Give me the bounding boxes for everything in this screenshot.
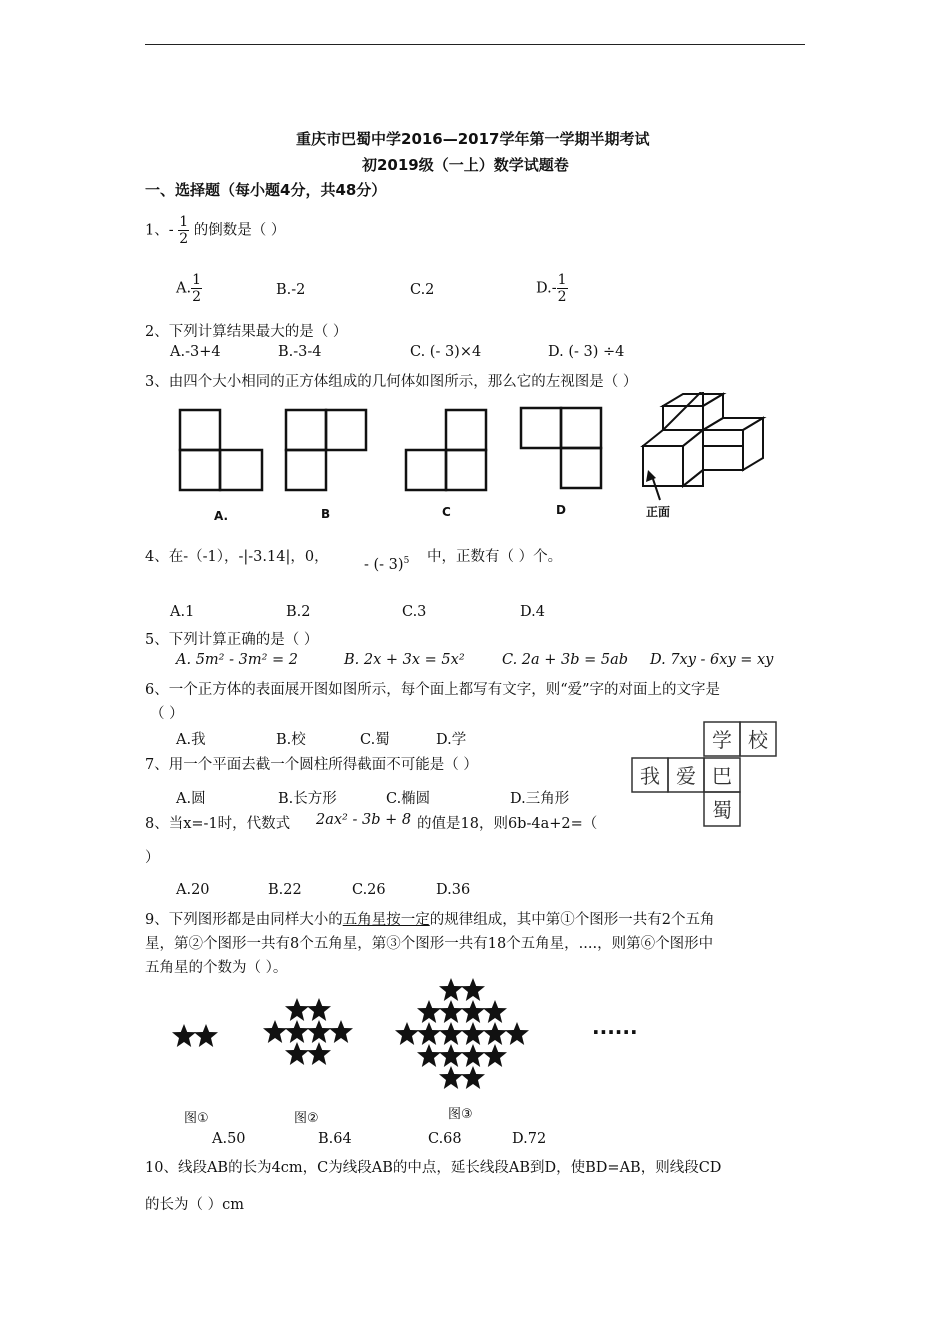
question-6-paren: （ ） (150, 706, 184, 722)
figure-2-stars (263, 998, 353, 1065)
q4-option-a: A.1 (170, 604, 195, 620)
q9-option-c: C.68 (428, 1131, 462, 1147)
fig2-star (263, 1020, 287, 1043)
question-7: 7、用一个平面去截一个圆柱所得截面不可能是（ ） (145, 757, 478, 773)
q2-option-c: C. (- 3)×4 (410, 344, 482, 360)
question-8: 8、当x=-1时，代数式 (145, 816, 291, 832)
q3-label-b: B (321, 507, 331, 521)
q4-option-b: B.2 (286, 604, 311, 620)
question-6: 6、一个正方体的表面展开图如图所示，每个面上都写有文字，则“爱”字的对面上的文字是 (145, 682, 721, 698)
net-face-ba: 巴 (712, 764, 732, 788)
fig3-star (461, 978, 485, 1001)
front-arrow-line (652, 476, 660, 500)
net-face-shu: 蜀 (712, 798, 732, 822)
fig-label-2: 图② (294, 1111, 319, 1126)
question-1 (145, 214, 285, 247)
front-arrow-head (646, 470, 656, 482)
fig2-star (285, 998, 309, 1021)
fig3-star (461, 1000, 485, 1023)
question-2: 2、下列计算结果最大的是（ ） (145, 324, 348, 340)
q3-label-d: D (556, 503, 566, 517)
q4-option-c: C.3 (402, 604, 427, 620)
fig3-star (395, 1022, 419, 1045)
q3-cube-figure (643, 392, 763, 486)
q7-option-a: A.圆 (176, 791, 206, 807)
fig3-star (439, 978, 463, 1001)
fig2-star (307, 1042, 331, 1065)
fig-label-3: 图③ (448, 1107, 473, 1122)
q1-option-b: B.-2 (276, 282, 306, 298)
q8-text-2: 的值是18，则6b-4a+2=（ (417, 816, 598, 832)
fig-label-1: 图① (184, 1111, 209, 1126)
fig3-star (439, 1066, 463, 1089)
continuation-dots: ...... (592, 1015, 638, 1039)
fig3-star (417, 1044, 441, 1067)
question-10-line1: 10、线段AB的长为4cm，C为线段AB的中点，延长线段AB到D，使BD=AB，则线段CD (145, 1160, 722, 1176)
question-5: 5、下列计算正确的是（ ） (145, 632, 319, 648)
q1-option-c: C.2 (410, 282, 435, 298)
fig3-star (417, 1022, 441, 1045)
fig3-star (439, 1000, 463, 1023)
question-9-line3: 五角星的个数为（ ）。 (145, 960, 288, 976)
q3-view-c (406, 410, 486, 490)
q5-option-a: A. 5m² - 3m² = 2 (176, 652, 298, 668)
q3-figure (168, 392, 768, 526)
q9-option-d: D.72 (512, 1131, 547, 1147)
q2-option-d: D. (- 3) ÷4 (548, 344, 625, 360)
q2-option-a: A.-3+4 (170, 344, 221, 360)
q6-option-a: A.我 (176, 732, 206, 748)
q5-option-b: B. 2x + 3x = 5x² (344, 652, 465, 668)
q7-option-c: C.椭圆 (386, 791, 431, 807)
fig3-star (483, 1000, 507, 1023)
q2-option-b: B.-3-4 (278, 344, 322, 360)
fig3-star (461, 1022, 485, 1045)
q3-label-c: C (442, 505, 451, 519)
fig3-star (483, 1044, 507, 1067)
figure-3-stars (395, 978, 529, 1089)
question-4: 4、在-（-1），-|-3.14|，0， (145, 549, 329, 565)
q3-front-label: 正面 (646, 505, 671, 519)
section-heading: 一、选择题（每小题4分，共48分） (145, 181, 387, 199)
q1-text: 的倒数是（ ） (193, 222, 286, 239)
fig3-star (439, 1044, 463, 1067)
question-9-line1: 9、下列图形都是由同样大小的五角星按一定的规律组成，其中第①个图形一共有2个五角 (145, 912, 715, 928)
q9-option-a: A.50 (212, 1131, 246, 1147)
q8-expression: 2ax² - 3b + 8 (316, 812, 412, 828)
q5-option-d: D. 7xy - 6xy = xy (650, 652, 774, 668)
fig3-star (461, 1066, 485, 1089)
q4-expression: - (- 3)$^5$ (364, 556, 410, 573)
fig2-star (285, 1020, 309, 1043)
fig2-star (329, 1020, 353, 1043)
net-face-xue: 学 (712, 728, 732, 752)
figure-1-stars (172, 1024, 218, 1047)
fig2-star (307, 998, 331, 1021)
q8-option-a: A.20 (176, 882, 210, 898)
net-face-ai: 爱 (676, 764, 696, 788)
net-face-wo: 我 (640, 764, 660, 788)
q7-option-b: B.长方形 (278, 791, 337, 807)
q8-text-3: ） (145, 850, 160, 866)
q1-option-a: A. $\frac{1}{2}$ (176, 272, 202, 305)
q8-option-b: B.22 (268, 882, 302, 898)
exam-subtitle: 初2019级（一上）数学试题卷 (362, 156, 569, 174)
fig2-star (285, 1042, 309, 1065)
q9-star-figure (148, 978, 648, 1128)
q4-option-d: D.4 (520, 604, 545, 620)
top-rule (145, 44, 805, 45)
fig1-star (172, 1024, 196, 1047)
fig1-star (194, 1024, 218, 1047)
question-10-line2: 的长为（ ）cm (145, 1197, 244, 1213)
q1-number: 1、- (145, 222, 174, 239)
q6-option-d: D.学 (436, 732, 467, 748)
fig3-star (461, 1044, 485, 1067)
q4-text-2: 中，正数有（ ）个。 (427, 549, 563, 565)
q3-view-d (521, 408, 601, 488)
q7-option-d: D.三角形 (510, 791, 570, 807)
q3-view-a (180, 410, 262, 490)
fig3-star (439, 1022, 463, 1045)
fig2-star (307, 1020, 331, 1043)
q1-fraction: $\frac{1}{2}$ (179, 214, 189, 247)
q8-option-d: D.36 (436, 882, 471, 898)
question-9-line2: 星，第②个图形一共有8个五角星，第③个图形一共有18个五角星，....，则第⑥个图形中 (145, 936, 714, 952)
q3-view-b (286, 410, 366, 490)
q5-option-c: C. 2a + 3b = 5ab (502, 652, 629, 668)
q3-label-a: A. (214, 509, 229, 523)
q6-option-b: B.校 (276, 732, 306, 748)
question-3: 3、由四个大小相同的正方体组成的几何体如图所示，那么它的左视图是（ ） (145, 374, 638, 390)
fig3-star (483, 1022, 507, 1045)
fig3-star (417, 1000, 441, 1023)
net-face-xiao: 校 (748, 728, 768, 752)
exam-title: 重庆市巴蜀中学2016—2017学年第一学期半期考试 (296, 130, 650, 148)
q6-cube-net (628, 718, 784, 830)
q9-option-b: B.64 (318, 1131, 352, 1147)
q1-option-d: D.- $\frac{1}{2}$ (536, 272, 567, 305)
q6-option-c: C.蜀 (360, 732, 390, 748)
fig3-star (505, 1022, 529, 1045)
q8-option-c: C.26 (352, 882, 386, 898)
